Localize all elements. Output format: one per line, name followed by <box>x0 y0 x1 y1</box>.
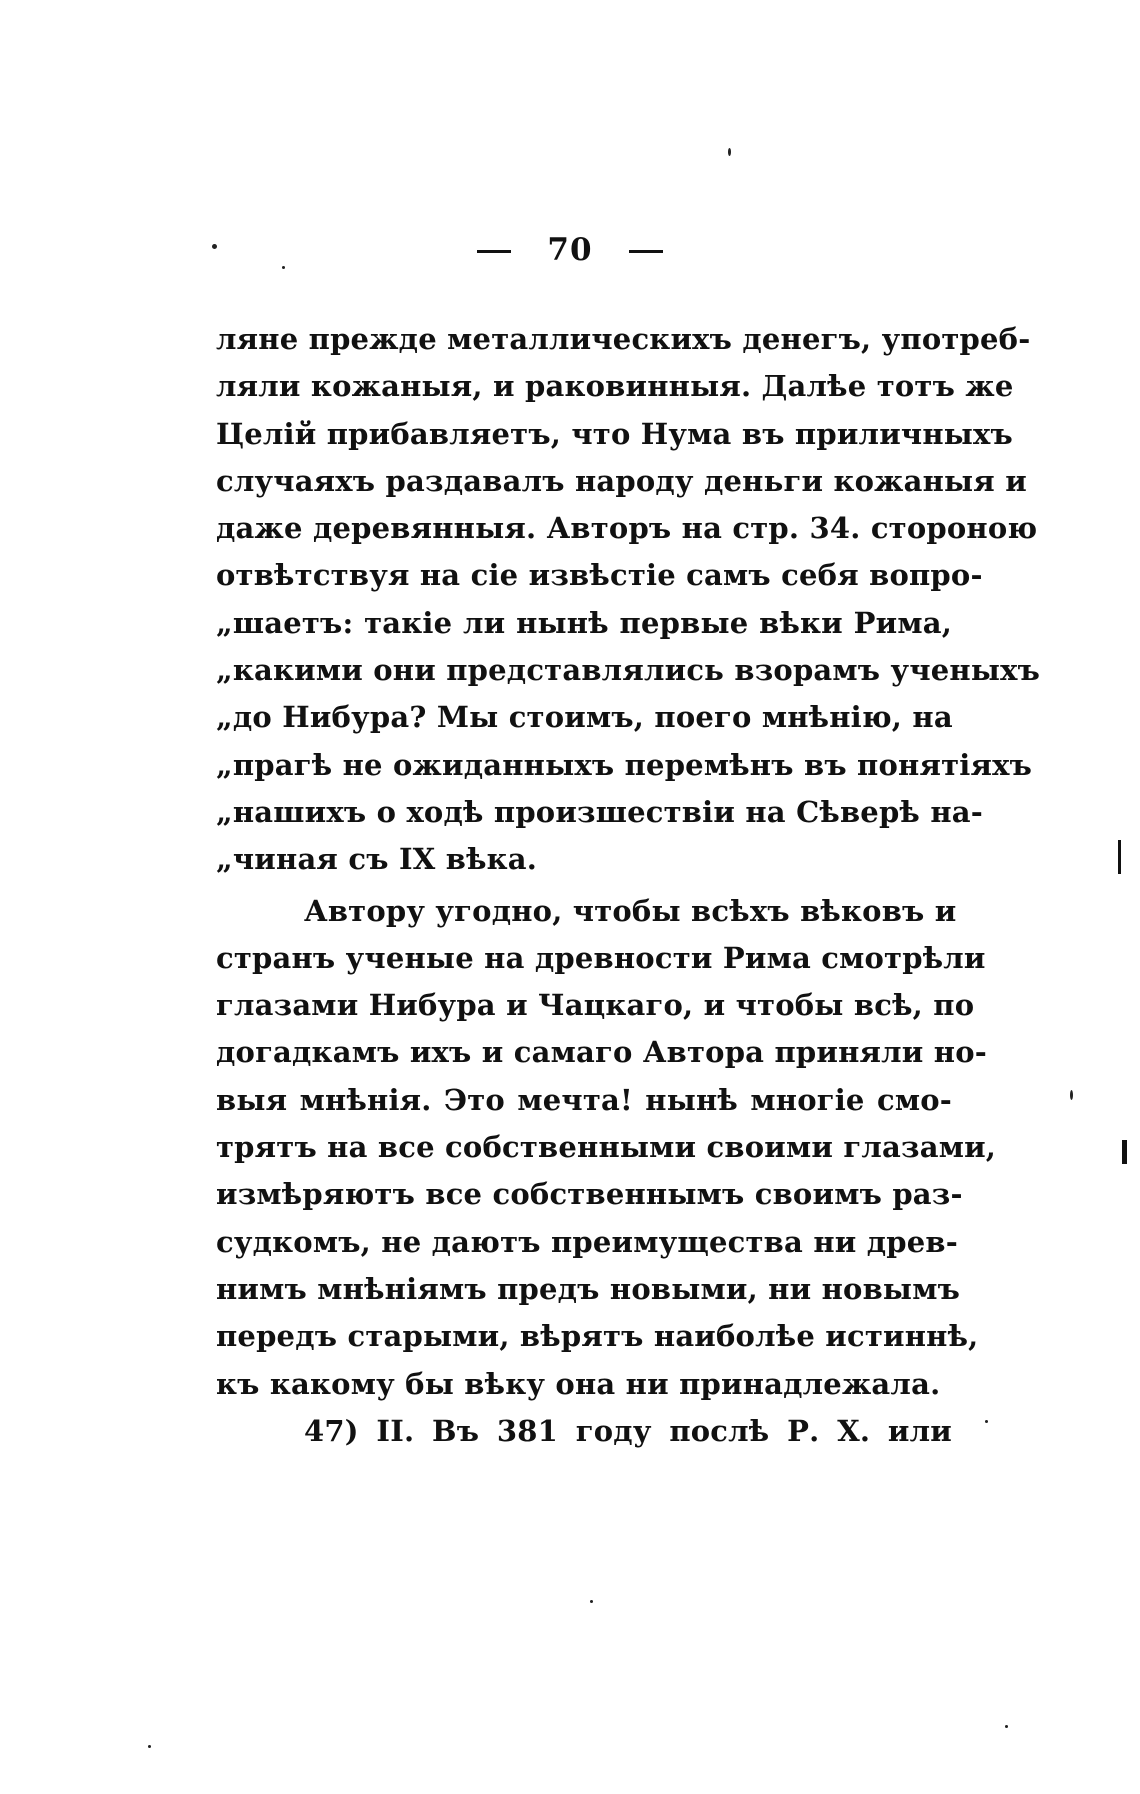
scan-edge-mark <box>1122 1140 1127 1164</box>
text-line: Целій прибавляетъ, что Нума въ приличныхъ <box>216 416 1013 451</box>
page-body <box>216 316 1041 1455</box>
text-line: судкомъ, не даютъ преимущества ни древ- <box>216 1224 958 1259</box>
scan-speck <box>212 244 217 249</box>
page-header <box>0 232 1140 268</box>
text-line: даже деревянныя. Авторъ на стр. 34. стороною <box>216 511 1038 546</box>
scan-edge-mark <box>1118 840 1121 874</box>
paragraph-3 <box>216 1408 952 1455</box>
scan-speck <box>1005 1725 1008 1728</box>
text-line: „шаетъ: такіе ли нынѣ первые вѣки Рима, <box>216 605 952 640</box>
text-line: передъ старыми, вѣрятъ наиболѣе истиннѣ, <box>216 1319 979 1354</box>
text-line: „прагѣ не ожиданныхъ перемѣнъ въ понятіяхъ <box>216 747 1033 782</box>
text-line: догадкамъ ихъ и самаго Автора приняли но- <box>216 1035 987 1070</box>
text-line: „какими они представлялись взорамъ ученыхъ <box>216 653 1041 688</box>
text-line: измѣряютъ все собственнымъ своимъ раз- <box>216 1177 963 1212</box>
scan-speck <box>590 1600 593 1603</box>
text-line: отвѣтствуя на сіе извѣстіе самъ себя вопро- <box>216 558 983 593</box>
text-line: случаяхъ раздавалъ народу деньги кожаныя и <box>216 463 1027 498</box>
text-line: ляли кожаныя, и раковинныя. Далѣе тотъ же <box>216 369 1014 404</box>
scan-speck <box>148 1745 151 1748</box>
scan-speck <box>282 266 285 269</box>
text-line: Автору угодно, чтобы всѣхъ вѣковъ и <box>304 893 957 928</box>
text-line: къ какому бы вѣку она ни принадлежала. <box>216 1366 941 1401</box>
text-line: нимъ мнѣніямъ предъ новыми, ни новымъ <box>216 1271 961 1306</box>
header-dash-left <box>477 250 511 253</box>
paragraph-1 <box>216 316 1041 884</box>
header-dash-right <box>629 250 663 253</box>
text-line: 47) II. Въ 381 году послѣ Р. Х. или <box>304 1413 952 1448</box>
scan-speck <box>985 1420 988 1423</box>
page-number: 70 <box>547 232 593 268</box>
text-line: выя мнѣнія. Это мечта! нынѣ многіе смо- <box>216 1082 952 1117</box>
text-line: „нашихъ о ходѣ произшествіи на Сѣверѣ на- <box>216 794 983 829</box>
text-line: глазами Нибура и Чацкаго, и чтобы всѣ, по <box>216 988 975 1023</box>
scan-speck <box>728 148 731 156</box>
text-line: ляне прежде металлическихъ денегъ, употреб- <box>216 322 1031 356</box>
text-line: „до Нибура? Мы стоимъ, поего мнѣнію, на <box>216 700 953 735</box>
text-line: странъ ученые на древности Рима смотрѣли <box>216 940 986 975</box>
scan-speck <box>1070 1090 1073 1100</box>
text-line: трятъ на все собственными своими глазами, <box>216 1130 997 1165</box>
text-line: „чиная съ IX вѣка. <box>216 842 538 877</box>
paragraph-2 <box>216 888 997 1408</box>
